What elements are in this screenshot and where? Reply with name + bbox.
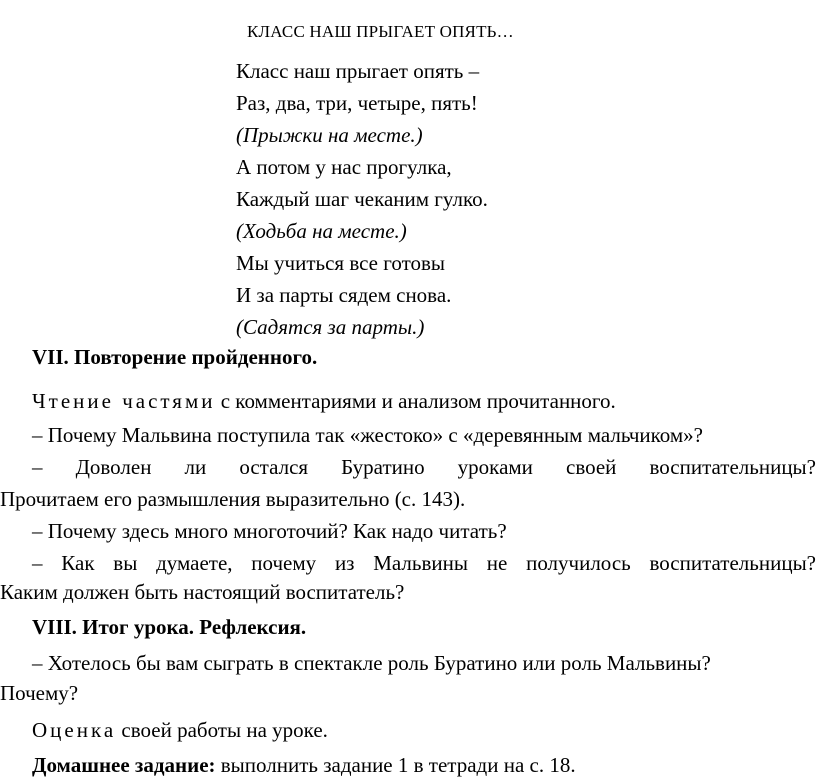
question-continuation: Прочитаем его размышления выразительно (с. 143). <box>0 487 466 511</box>
section-7-heading: VII. Повторение пройденного. <box>32 345 318 369</box>
reading-instruction <box>32 386 616 416</box>
poem-line: А потом у нас прогулка, <box>236 155 452 179</box>
poem-line: Каждый шаг чеканим гулко. <box>236 187 488 211</box>
poem-title: КЛАСС НАШ ПРЫГАЕТ ОПЯТЬ… <box>247 22 514 41</box>
question: – Почему здесь много многоточий? Как надо читать? <box>32 519 507 543</box>
question: – Почему Мальвина поступила так «жестоко» с «деревянным мальчиком»? <box>32 423 703 447</box>
poem-line: И за парты сядем снова. <box>236 283 452 307</box>
poem-stage-direction: (Ходьба на месте.) <box>236 219 407 243</box>
homework-text: выполнить задание 1 в тетради на с. 18. <box>215 753 576 777</box>
poem-stage-direction: (Садятся за парты.) <box>236 315 425 339</box>
question: – Как вы думаете, почему из Мальвины не получилось воспитательницы? <box>32 551 816 575</box>
question: – Хотелось бы вам сыграть в спектакле роль Буратино или роль Мальвины? <box>32 651 711 675</box>
question-continuation: Почему? <box>0 681 79 705</box>
question: – Доволен ли остался Буратино уроками своей воспитательницы? <box>32 455 816 479</box>
reading-spaced: Чтение частями <box>32 389 216 413</box>
poem-line: Раз, два, три, четыре, пять! <box>236 91 478 115</box>
assessment-line <box>32 715 328 745</box>
poem-stage-direction: (Прыжки на месте.) <box>236 123 423 147</box>
homework-label: Домашнее задание: <box>32 753 216 777</box>
homework-line <box>32 750 576 780</box>
question-continuation: Каким должен быть настоящий воспитатель? <box>0 580 405 604</box>
poem-line: Мы учиться все готовы <box>236 251 445 275</box>
assessment-spaced: Оценка <box>32 718 117 742</box>
poem-line: Класс наш прыгает опять – <box>236 59 480 83</box>
assessment-rest: своей работы на уроке. <box>116 718 328 742</box>
section-8-heading: VIII. Итог урока. Рефлексия. <box>32 615 307 639</box>
reading-rest: с комментариями и анализом прочитанного. <box>215 389 616 413</box>
